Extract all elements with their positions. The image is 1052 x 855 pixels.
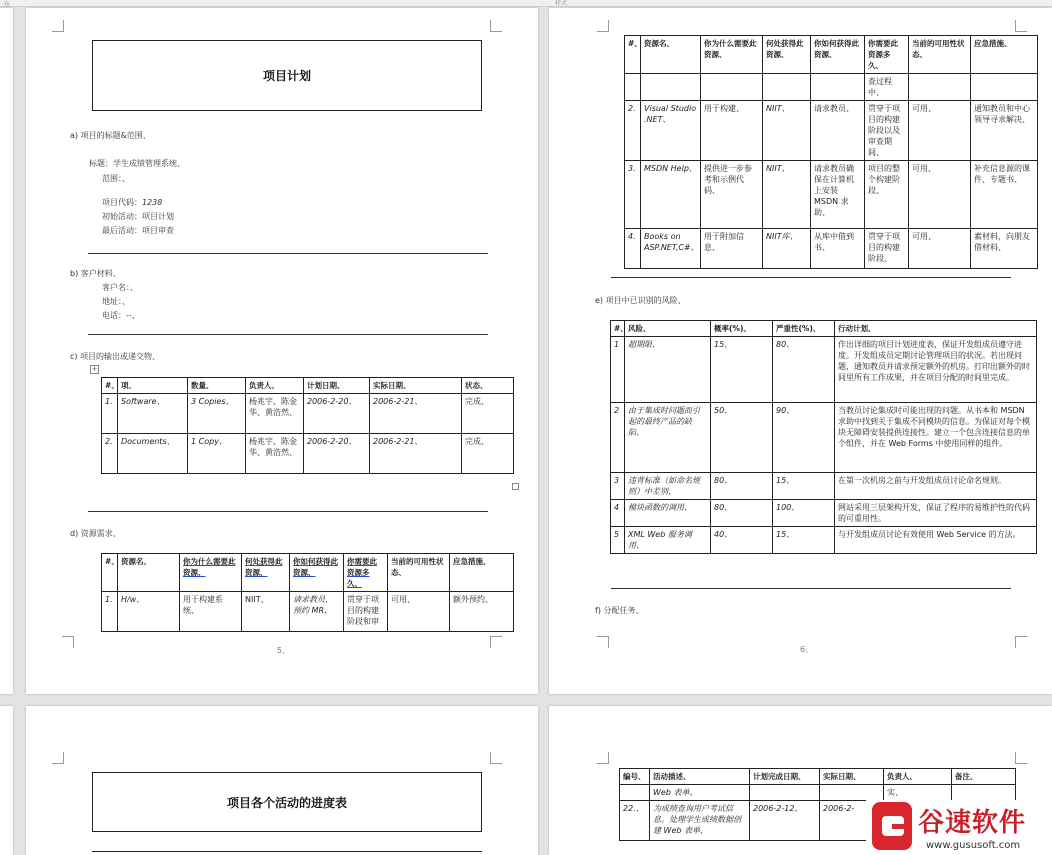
- table-cell: 网站采用三层架构开发，保证了程序的易维护性的代码的可重用性。: [835, 500, 1037, 527]
- table-header-cell: 行动计划、: [835, 321, 1037, 337]
- table-cell: 为成绩查询用户考试信息。处理学生成绩数据创建 Web 表单、: [650, 801, 750, 841]
- table-cell: 100、: [773, 500, 835, 527]
- page-title-box: [92, 40, 482, 111]
- table-cell: 由于集成时问题而引起的最终产品的缺陷、: [625, 403, 711, 473]
- table-cell: 80、: [773, 337, 835, 403]
- margin-corner-mark: [52, 20, 64, 32]
- table-header-cell: 严重性(%)、: [773, 321, 835, 337]
- table-header-cell: 你如何获得此资源、: [811, 36, 865, 74]
- table-cell: NIIT库、: [763, 229, 811, 269]
- page-partial-left: [0, 8, 13, 694]
- project-code-label: 项目代码：: [102, 198, 142, 207]
- table-cell: [625, 74, 641, 101]
- table-header-row: [620, 769, 1016, 785]
- table-header-cell: 你为什么需要此资源、: [180, 554, 242, 592]
- table-cell: 从库中借到书、: [811, 229, 865, 269]
- table-header-cell: 资源名、: [641, 36, 701, 74]
- brand-url: www.gususoft.com: [926, 840, 1021, 851]
- table-row: [611, 527, 1037, 554]
- table-cell: 2006-2-12、: [750, 801, 820, 841]
- page-number: 6、: [800, 645, 814, 654]
- table-cell: Documents、: [118, 434, 188, 474]
- table-header-row: [102, 554, 514, 592]
- table-row: [611, 500, 1037, 527]
- table-cell: 90、: [773, 403, 835, 473]
- margin-corner-mark: [52, 752, 64, 764]
- section-divider: [88, 334, 488, 335]
- margin-corner-mark: [597, 636, 609, 648]
- margin-corner-mark: [597, 20, 609, 32]
- table-cell: 3: [611, 473, 625, 500]
- table-cell: 15、: [773, 527, 835, 554]
- margin-corner-mark: [490, 636, 502, 648]
- document-page-6[interactable]: [549, 8, 1052, 694]
- table-row: [102, 592, 514, 632]
- project-scope-line: 范围：、: [102, 174, 130, 183]
- table-cell: 素材料，向朋友借材料、: [971, 229, 1038, 269]
- table-cell: 1: [611, 337, 625, 403]
- ribbon-label-left: 布: [4, 1, 11, 8]
- table-cell: 22.、: [620, 801, 650, 841]
- table-cell: 可用、: [388, 592, 450, 632]
- table-cell: 当教员讨论集成时可能出现的问题。从书本和 MSDN 求助中找到关于集成不同模块的信息。为保证对每个模块无障碍安装提供连接性。建立一个包含连接信息的单个组件，并在 Web Forms 中使用同样的组件。: [835, 403, 1037, 473]
- table-header-cell: 你需要此资源多久、: [865, 36, 909, 74]
- table-move-handle-icon[interactable]: +: [91, 365, 98, 373]
- table-cell: 4.: [625, 229, 641, 269]
- table-cell: [820, 785, 884, 801]
- table-cell: 杨兆宇、陈金华、黄浩然、: [246, 434, 304, 474]
- table-row: [102, 394, 514, 434]
- table-cell: 超期限、: [625, 337, 711, 403]
- section-a-heading: a) 项目的标题&范围、: [70, 131, 151, 140]
- project-code-value: 1238: [142, 198, 163, 207]
- table-cell: 完成、: [462, 434, 514, 474]
- table-cell: 模块函数的调用、: [625, 500, 711, 527]
- table-cell: 提供进一步参考和示例代码、: [701, 161, 763, 229]
- table-cell: 查过程中、: [865, 74, 909, 101]
- table-cell: [620, 785, 650, 801]
- table-header-cell: 项、: [118, 378, 188, 394]
- table-header-cell: 活动描述、: [650, 769, 750, 785]
- table-cell: 违背标准（如命名规则）中差别、: [625, 473, 711, 500]
- table-cell: 1.: [102, 592, 118, 632]
- table-top-edge: [92, 851, 482, 855]
- table-cell: 补充信息源的课件、专题书、: [971, 161, 1038, 229]
- table-header-cell: 应急措施、: [450, 554, 514, 592]
- table-row: [102, 434, 514, 474]
- margin-corner-mark: [62, 636, 74, 648]
- last-activity-label: 最后活动：: [102, 226, 142, 235]
- table-header-cell: 风险、: [625, 321, 711, 337]
- table-cell: 用于附加信息、: [701, 229, 763, 269]
- section-d-heading: d) 资源需求、: [70, 529, 121, 538]
- table-cell: NIIT、: [763, 161, 811, 229]
- table-cell: 贯穿于项目的构建阶段以及审查期间、: [865, 101, 909, 161]
- table-cell: 4: [611, 500, 625, 527]
- watermark-logo: [866, 800, 1052, 855]
- table-cell: 可用、: [909, 229, 971, 269]
- table-cell: 50、: [711, 403, 773, 473]
- table-header-cell: 当前的可用性状态、: [388, 554, 450, 592]
- table-cell: NIIT、: [242, 592, 290, 632]
- initial-activity-label: 初始活动：: [102, 212, 142, 221]
- table-cell: [763, 74, 811, 101]
- table-row: [611, 337, 1037, 403]
- table-cell: 与开发组成员讨论有效使用 Web Service 的方法。: [835, 527, 1037, 554]
- table-cell: 2006-2-: [820, 801, 884, 841]
- table-cell: H/w、: [118, 592, 180, 632]
- table-header-cell: 何处获得此资源、: [763, 36, 811, 74]
- margin-corner-mark: [1015, 752, 1027, 764]
- table-header-cell: #、: [102, 378, 118, 394]
- document-page-7[interactable]: [26, 706, 538, 855]
- table-header-cell: 负责人、: [246, 378, 304, 394]
- table-cell: 2006-2-20、: [304, 434, 370, 474]
- table-cell: 3.: [625, 161, 641, 229]
- margin-corner-mark: [597, 752, 609, 764]
- table-cell: 80、: [711, 473, 773, 500]
- table-row: [625, 101, 1038, 161]
- customer-name-line: 客户名：、: [102, 283, 138, 292]
- table-cell: 15、: [773, 473, 835, 500]
- table-cell: 40、: [711, 527, 773, 554]
- table-header-cell: #、: [611, 321, 625, 337]
- table-cell: 作出详细的项目计划进度表，保证开发组成员遵守进度。开发组成员定期讨论管理项目的状况。若出现问题，通知教员并请求预定额外的机房。打印出额外的时间里所有工作成果，并在项目分配的时间里完成。: [835, 337, 1037, 403]
- table-cell: 通知教员和中心领导寻求解决、: [971, 101, 1038, 161]
- table-cell: [641, 74, 701, 101]
- initial-activity-value: 项目计划: [142, 212, 174, 221]
- table-cell: 贯穿于项目的构建阶段、: [865, 229, 909, 269]
- margin-corner-mark: [490, 20, 502, 32]
- table-cell: 杨兆宇、陈金华、黄浩然、: [246, 394, 304, 434]
- table-cell: [811, 74, 865, 101]
- table-cell: 用于构建、: [701, 101, 763, 161]
- table-cell: 在第一次机房之前与开发组成员讨论命名规则。: [835, 473, 1037, 500]
- section-divider: [88, 511, 488, 512]
- margin-corner-mark: [490, 752, 502, 764]
- document-page-5[interactable]: [26, 8, 538, 694]
- table-cell: Web 表单、: [650, 785, 750, 801]
- table-cell: [750, 785, 820, 801]
- table-row: [611, 473, 1037, 500]
- table-cell: 5: [611, 527, 625, 554]
- table-header-cell: 应急措施、: [971, 36, 1038, 74]
- table-cell: Books on ASP.NET,C#、: [641, 229, 701, 269]
- customer-phone-line: 电话：--、: [102, 311, 140, 320]
- table-cell: 可用、: [909, 101, 971, 161]
- table-cell: 贯穿于项目的构建阶段和审: [344, 592, 388, 632]
- table-cell: 2006-2-20、: [304, 394, 370, 434]
- table-resize-handle[interactable]: [512, 483, 519, 490]
- table-header-cell: 编号、: [620, 769, 650, 785]
- table-header-cell: 资源名、: [118, 554, 180, 592]
- table-cell: 可用、: [909, 161, 971, 229]
- risk-table: [610, 320, 1037, 554]
- table-header-cell: 计划日期、: [304, 378, 370, 394]
- table-header-cell: 实际日期、: [370, 378, 462, 394]
- table-cell: 实、: [884, 785, 952, 801]
- table-row: [611, 403, 1037, 473]
- page-partial-left-lower: [0, 706, 13, 855]
- table-cell: 2006-2-21、: [370, 434, 462, 474]
- ribbon-remnant: [0, 0, 1052, 7]
- table-header-cell: #、: [102, 554, 118, 592]
- table-cell: MSDN Help、: [641, 161, 701, 229]
- table-cell: 2.: [625, 101, 641, 161]
- table-cell: [909, 74, 971, 101]
- section-divider: [611, 588, 1011, 589]
- table-cell: 额外预约、: [450, 592, 514, 632]
- table-cell: [701, 74, 763, 101]
- table-header-cell: 你需要此资源多久、: [344, 554, 388, 592]
- section-c-heading: c) 项目的输出或递交物、: [70, 352, 161, 361]
- project-code-line: [102, 197, 162, 208]
- table-cell: Visual Studio .NET、: [641, 101, 701, 161]
- section-f-heading: f) 分配任务、: [595, 606, 644, 615]
- last-activity-value: 项目审查: [142, 226, 174, 235]
- table-row: [625, 229, 1038, 269]
- deliverables-table: [101, 377, 514, 474]
- table-header-cell: 你如何获得此资源、: [290, 554, 344, 592]
- table-cell: 项目的整个构建阶段、: [865, 161, 909, 229]
- section-e-heading: e) 项目中已识别的风险、: [595, 296, 686, 305]
- page-number: 5、: [277, 646, 291, 655]
- schedule-title-box: [92, 772, 482, 832]
- ribbon-label-styles[interactable]: 样式: [555, 0, 568, 7]
- page-title: 项目计划: [262, 69, 311, 83]
- table-header-cell: 概率(%)、: [711, 321, 773, 337]
- table-header-row: [102, 378, 514, 394]
- table-cell: 用于构建系统、: [180, 592, 242, 632]
- table-cell: 2006-2-21、: [370, 394, 462, 434]
- table-cell: [971, 74, 1038, 101]
- table-row: [625, 74, 1038, 101]
- initial-activity-line: [102, 211, 174, 222]
- section-divider: [611, 277, 1011, 278]
- table-header-row: [625, 36, 1038, 74]
- last-activity-line: [102, 225, 174, 236]
- table-cell: 请求教员，预约 MR、: [290, 592, 344, 632]
- margin-corner-mark: [1015, 636, 1027, 648]
- table-cell: 请求教员确保在计算机上安装 MSDN 求助、: [811, 161, 865, 229]
- margin-corner-mark: [1015, 20, 1027, 32]
- table-header-cell: 你为什么需要此资源、: [701, 36, 763, 74]
- resource-table-continued: [624, 35, 1038, 269]
- table-header-cell: 状态、: [462, 378, 514, 394]
- table-cell: XML Web 服务调用、: [625, 527, 711, 554]
- table-cell: 完成、: [462, 394, 514, 434]
- table-row: [620, 785, 1016, 801]
- table-row: [625, 161, 1038, 229]
- table-cell: [952, 785, 1016, 801]
- customer-address-line: 地址：、: [102, 297, 130, 306]
- table-cell: 80、: [711, 500, 773, 527]
- section-b-heading: b) 客户材料、: [70, 269, 121, 278]
- table-header-cell: 备注、: [952, 769, 1016, 785]
- table-cell: NIIT、: [763, 101, 811, 161]
- table-header-cell: 数量、: [188, 378, 246, 394]
- table-cell: 2: [611, 403, 625, 473]
- table-cell: 2.: [102, 434, 118, 474]
- project-title-line: 标题：学生成绩管理系统、: [89, 159, 185, 168]
- schedule-title: 项目各个活动的进度表: [226, 795, 347, 810]
- table-header-cell: 何处获得此资源、: [242, 554, 290, 592]
- table-cell: 1 Copy、: [188, 434, 246, 474]
- table-cell: Software、: [118, 394, 188, 434]
- brand-logo-icon: [872, 802, 912, 850]
- table-header-cell: #、: [625, 36, 641, 74]
- table-header-cell: 负责人、: [884, 769, 952, 785]
- table-header-cell: 计划完成日期、: [750, 769, 820, 785]
- table-cell: 请求教员、: [811, 101, 865, 161]
- brand-name: 谷速软件: [918, 808, 1027, 838]
- table-header-cell: 实际日期、: [820, 769, 884, 785]
- section-divider: [88, 253, 488, 254]
- table-cell: 15、: [711, 337, 773, 403]
- table-cell: 1.: [102, 394, 118, 434]
- table-header-row: [611, 321, 1037, 337]
- resource-table: [101, 553, 514, 632]
- table-cell: 3 Copies、: [188, 394, 246, 434]
- table-header-cell: 当前的可用性状态、: [909, 36, 971, 74]
